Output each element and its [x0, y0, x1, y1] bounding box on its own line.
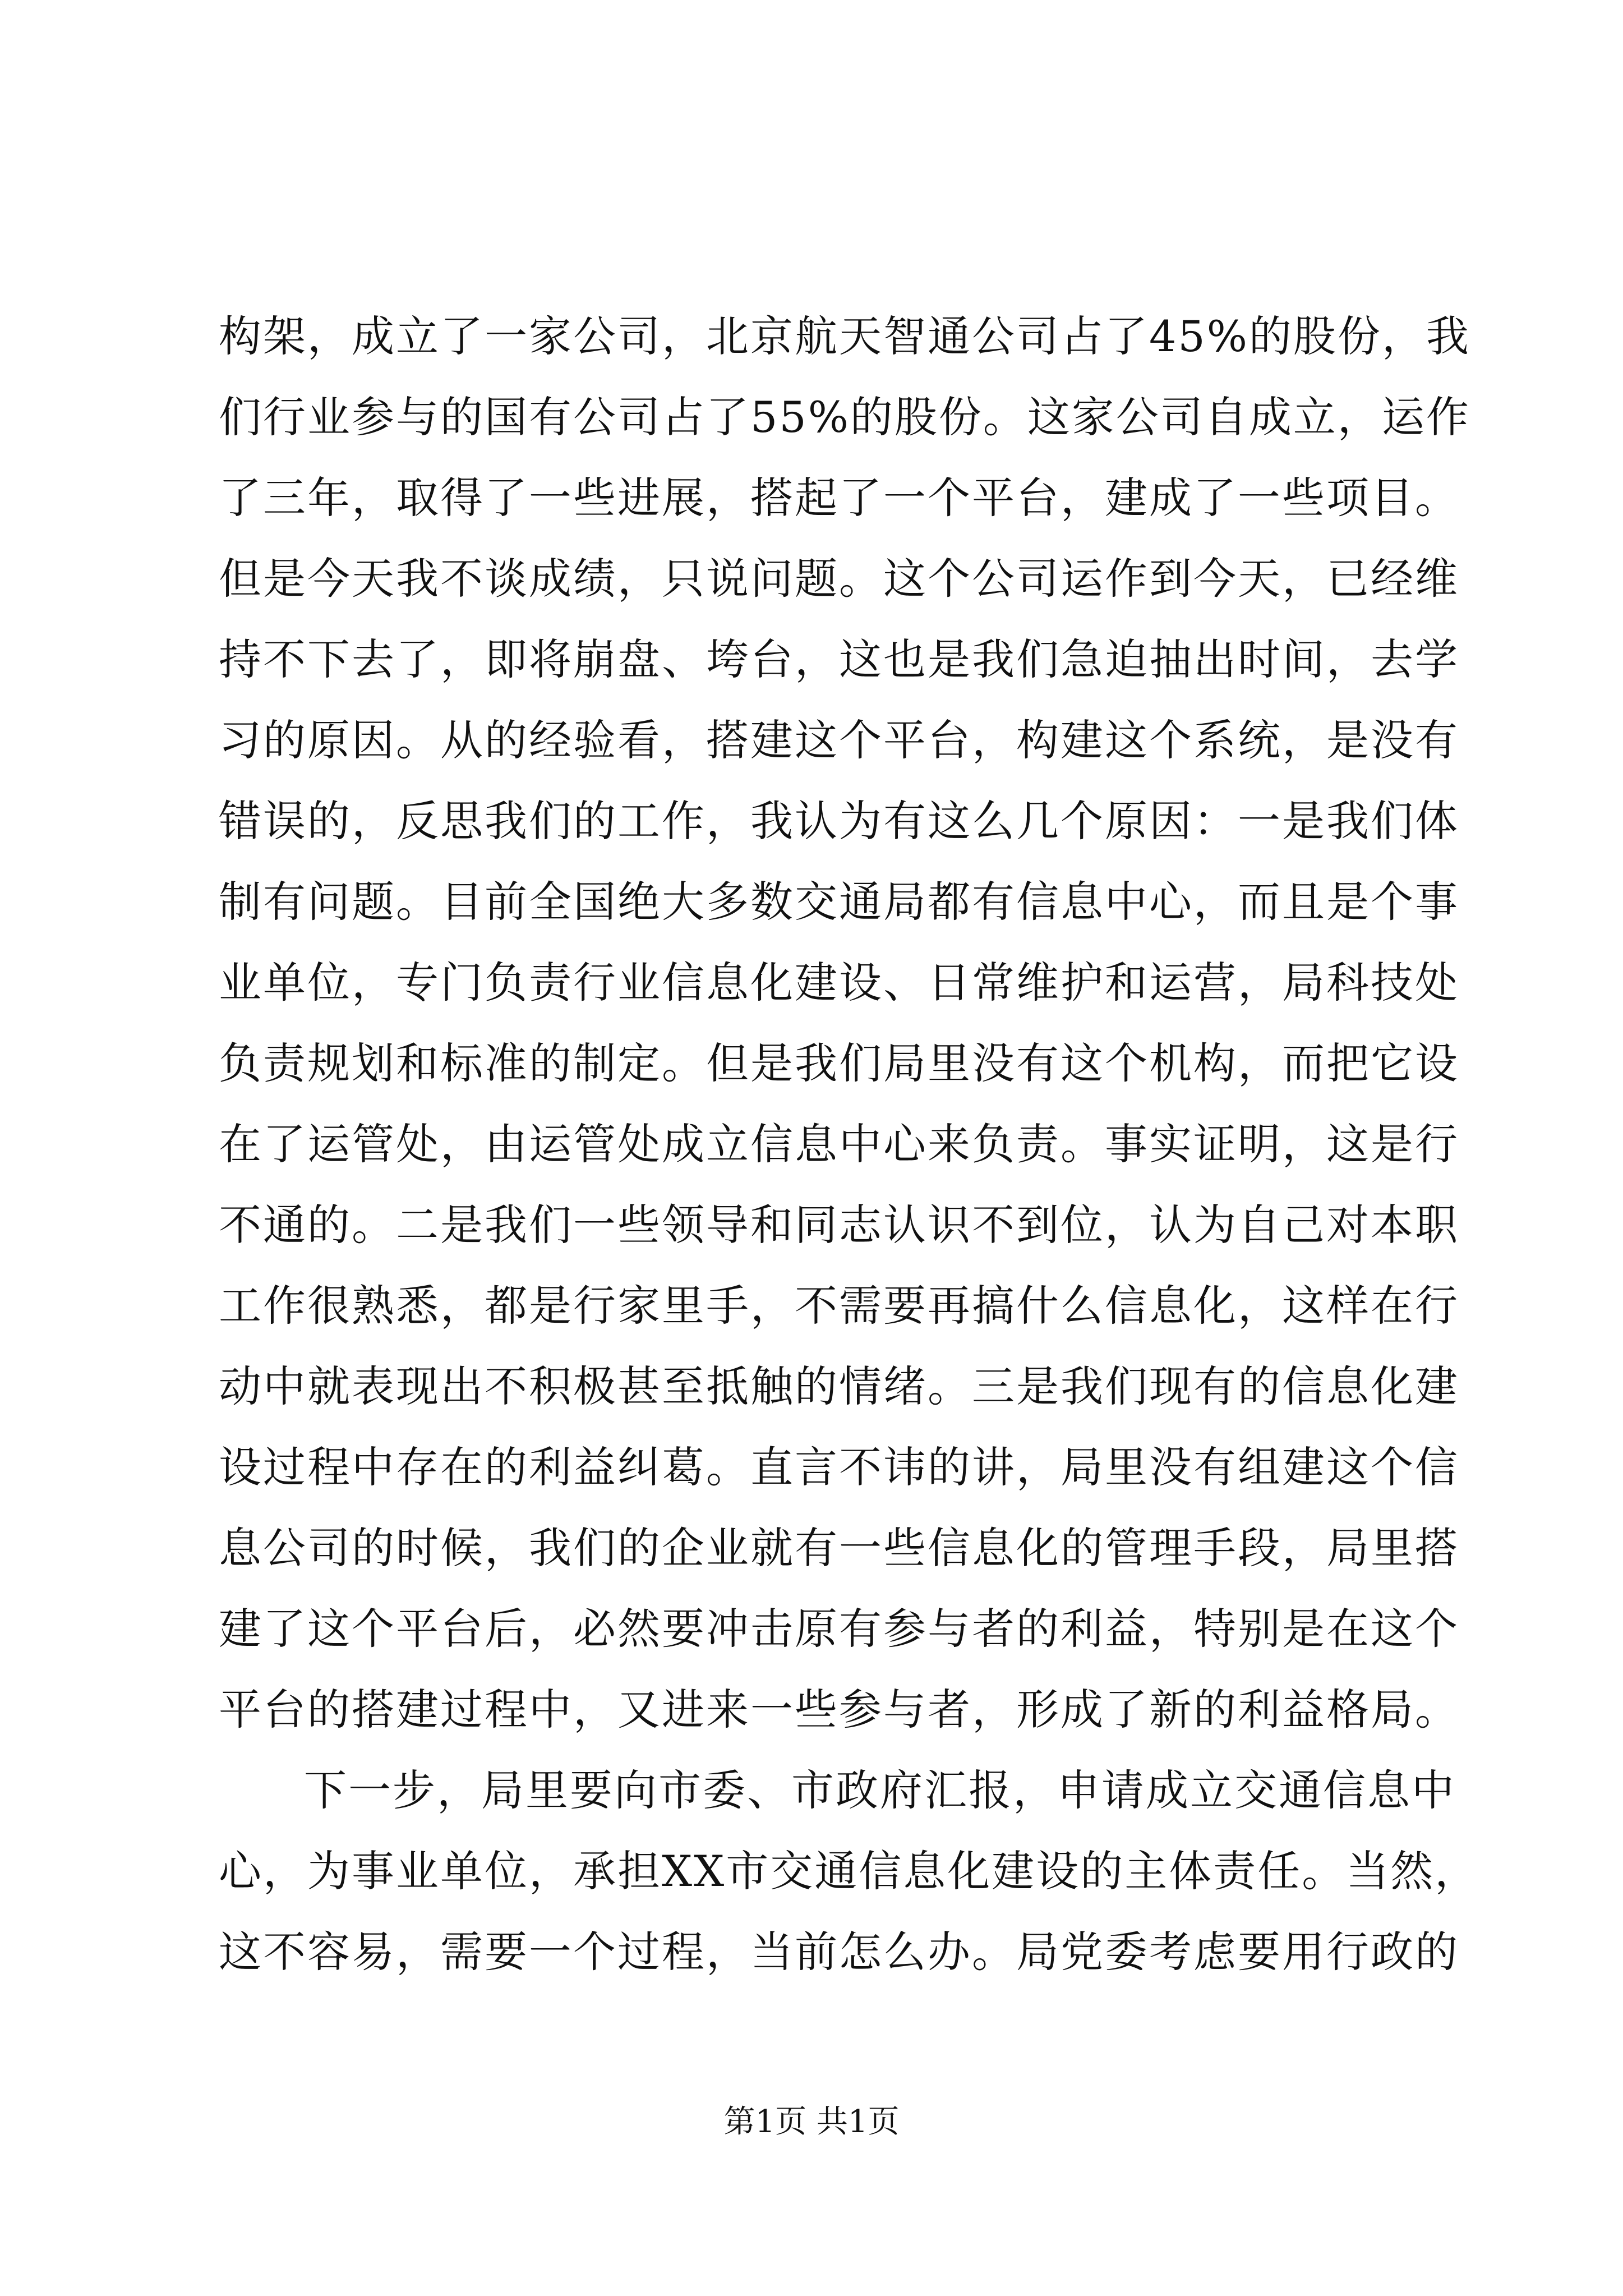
text-line: 工作很熟悉，都是行家里手，不需要再搞什么信息化，这样在行	[219, 1281, 1459, 1331]
text-line: 设过程中存在的利益纠葛。直言不讳的讲，局里没有组建这个信	[219, 1442, 1459, 1492]
paragraph-start-line: 下一步，局里要向市委、市政府汇报，申请成立交通信息中	[304, 1765, 1456, 1815]
text-line: 错误的，反思我们的工作，我认为有这么几个原因：一是我们体	[219, 796, 1459, 846]
text-line: 制有问题。目前全国绝大多数交通局都有信息中心，而且是个事	[219, 877, 1459, 927]
text-line: 心，为事业单位，承担XX市交通信息化建设的主体责任。当然，	[219, 1846, 1479, 1896]
text-line: 平台的搭建过程中，又进来一些参与者，形成了新的利益格局。	[219, 1685, 1459, 1734]
page-number-footer: 第1页 共1页	[723, 2104, 900, 2140]
text-line: 息公司的时候，我们的企业就有一些信息化的管理手段，局里搭	[219, 1523, 1459, 1573]
text-line: 了三年，取得了一些进展，搭起了一个平台，建成了一些项目。	[219, 473, 1459, 523]
text-line: 但是今天我不谈成绩，只说问题。这个公司运作到今天，已经维	[219, 554, 1459, 604]
text-line: 这不容易，需要一个过程，当前怎么办。局党委考虑要用行政的	[219, 1927, 1459, 1977]
text-line: 业单位，专门负责行业信息化建设、日常维护和运营，局科技处	[219, 958, 1459, 1007]
text-line: 在了运管处，由运管处成立信息中心来负责。事实证明，这是行	[219, 1119, 1459, 1169]
text-line: 持不下去了，即将崩盘、垮台，这也是我们急迫抽出时间，去学	[219, 634, 1459, 684]
text-line: 动中就表现出不积极甚至抵触的情绪。三是我们现有的信息化建	[219, 1361, 1459, 1411]
body-text	[219, 296, 1479, 1993]
text-line: 建了这个平台后，必然要冲击原有参与者的利益，特别是在这个	[219, 1604, 1459, 1654]
text-line: 负责规划和标准的制定。但是我们局里没有这个机构，而把它设	[219, 1038, 1459, 1088]
text-line: 习的原因。从的经验看，搭建这个平台，构建这个系统，是没有	[219, 715, 1459, 765]
text-line: 构架，成立了一家公司，北京航天智通公司占了45%的股份，我	[219, 311, 1470, 361]
text-line: 不通的。二是我们一些领导和同志认识不到位，认为自己对本职	[219, 1200, 1459, 1250]
text-line: 们行业参与的国有公司占了55%的股份。这家公司自成立，运作	[219, 392, 1470, 442]
